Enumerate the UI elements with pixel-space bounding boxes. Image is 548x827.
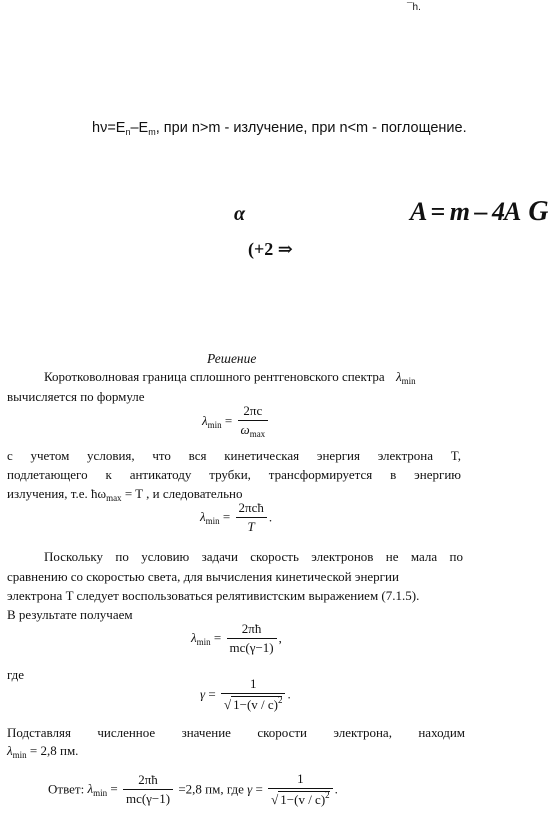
fraction-2pic-omega: $\frac{2\pi c}{\omega_{max}}$	[238, 403, 269, 439]
answer-line: Ответ: $\lambda_{min}$ = $\frac{2\pi ħ}{mc(\gamma-1)}$ =2,8 пм, где γ = $\frac{1}{√ 1-(v / c)^2}$ .	[48, 771, 338, 807]
p1-line1	[44, 369, 416, 386]
formula-hv: hν=E	[92, 120, 126, 136]
formula-rest: , при n>m - излучение, при n<m - поглощение.	[155, 120, 467, 136]
charge-arrow: (+2 ⇒	[248, 239, 293, 259]
fraction-2picħ-T: $\frac{\text{2πcħ}}{T}$	[236, 500, 267, 535]
formula-gamma: γ = $\frac{1}{√ 1-(v / c)^2}$ .	[200, 676, 291, 712]
fraction-2piħ-mc: $\frac{2\pi ħ}{mc(\gamma-1)}$	[227, 621, 277, 656]
p2-line1: с учетом условия, что вся кинетическая энергия электрона T,	[7, 448, 461, 463]
p3-line1: Поскольку по условию задачи скорость электронов не мала по	[44, 549, 463, 564]
p2-line3: излучения, т.е. $ħ\omega_{max} = T$ , и следовательно	[7, 486, 243, 503]
answer-fraction-lambda: $\frac{2\pi ħ}{mc(\gamma-1)}$	[123, 772, 173, 807]
p1-line2: вычисляется по формуле	[7, 389, 145, 404]
lambda-min: $\lambda_{min}$	[395, 369, 416, 386]
p1-line1-text: Коротковолновая граница сплошного рентгеновского спектра	[44, 369, 385, 384]
fraction-gamma: $\frac{1}{√ 1-(v / c)^2}$	[221, 676, 286, 713]
p4-line2: $\lambda_{min} = 2,8$ пм.	[7, 743, 79, 760]
solution-title: Решение	[207, 351, 257, 366]
mass-number-expression: A = m – 4A	[410, 197, 519, 226]
formula-minus-e: –E	[130, 120, 149, 136]
answer-label: Ответ:	[48, 781, 85, 797]
p3-line2: сравнению со скоростью света, для вычисления кинетической энергии	[7, 569, 399, 584]
answer-fraction-gamma: $\frac{1}{√ 1-(v / c)^2}$	[268, 771, 333, 808]
formula-lambda-gamma: $\lambda_{min}$ = $\frac{2\pi ħ}{mc(\gamma-1)}$ ,	[191, 621, 282, 655]
p2-line2: подлетающего к антикатоду трубки, трансформируется в энергию	[7, 467, 461, 482]
formula-sub-n: n	[125, 127, 131, 137]
formula-sub-m: m	[148, 127, 156, 137]
formula-lambda-omega: $\lambda_{min}$ = $\frac{2\pi c}{\omega_{max}}$	[202, 403, 270, 439]
where-label-1: где	[7, 667, 25, 682]
alpha-symbol: α	[234, 203, 246, 225]
p4-line1: Подставляя численное значение скорости электрона, находим	[7, 725, 465, 740]
formula-lambda-hbar: $\lambda_{min}$ = $\frac{\text{2πcħ}}{T}$ .	[200, 500, 273, 534]
p3-line3: электрона T следует воспользоваться релятивистским выражением (7.1.5).	[7, 588, 420, 603]
g-char: G	[528, 196, 548, 227]
corner-mark: ¯h.	[407, 2, 421, 13]
p3-line4: В результате получаем	[7, 607, 133, 622]
